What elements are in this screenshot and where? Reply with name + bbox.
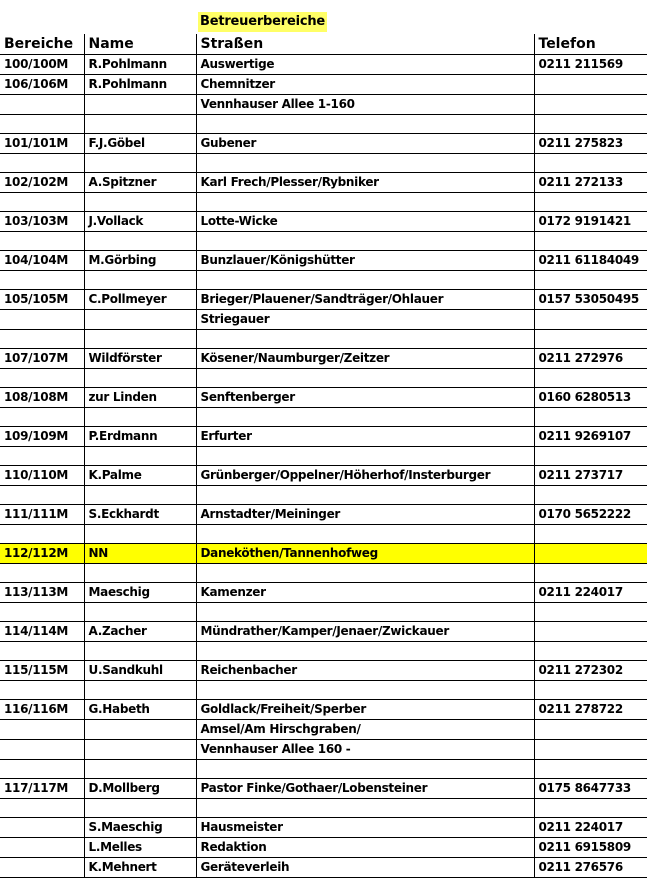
- spacer-row: [0, 369, 647, 388]
- telefon-cell: [534, 564, 647, 583]
- header-strassen: Straßen: [196, 34, 534, 55]
- spacer-row: [0, 115, 647, 134]
- telefon-cell: [534, 760, 647, 779]
- bereich-cell: 104/104M: [0, 251, 84, 271]
- strassen-cell: [196, 799, 534, 818]
- bereich-cell: 114/114M: [0, 622, 84, 642]
- name-cell: [84, 271, 196, 290]
- bereich-cell: 107/107M: [0, 349, 84, 369]
- table-row: [0, 212, 647, 232]
- strassen-cell: [196, 564, 534, 583]
- strassen-cell: Hausmeister: [196, 818, 534, 838]
- name-cell: C.Pollmeyer: [84, 290, 196, 310]
- bereich-cell: [0, 95, 84, 115]
- table-row: [0, 388, 647, 408]
- spacer-row: [0, 603, 647, 622]
- name-cell: [84, 760, 196, 779]
- spacer-row: [0, 271, 647, 290]
- bereich-cell: [0, 858, 84, 878]
- spacer-row: [0, 193, 647, 212]
- bereich-cell: [0, 603, 84, 622]
- telefon-cell: [534, 642, 647, 661]
- sheet-title: Betreuerbereiche: [198, 12, 327, 32]
- name-cell: [84, 525, 196, 544]
- telefon-cell: [534, 330, 647, 349]
- table-row: [0, 583, 647, 603]
- bereich-cell: 117/117M: [0, 779, 84, 799]
- spacer-row: [0, 447, 647, 466]
- telefon-cell: [534, 75, 647, 95]
- name-cell: S.Maeschig: [84, 818, 196, 838]
- spacer-row: [0, 760, 647, 779]
- bereich-cell: 100/100M: [0, 55, 84, 75]
- name-cell: [84, 799, 196, 818]
- table-row: [0, 310, 647, 330]
- table-row: [0, 740, 647, 760]
- bereich-cell: 109/109M: [0, 427, 84, 447]
- betreuer-table: [0, 34, 647, 878]
- strassen-cell: Lotte-Wicke: [196, 212, 534, 232]
- name-cell: [84, 642, 196, 661]
- name-cell: A.Zacher: [84, 622, 196, 642]
- name-cell: G.Habeth: [84, 700, 196, 720]
- bereich-cell: 115/115M: [0, 661, 84, 681]
- name-cell: D.Mollberg: [84, 779, 196, 799]
- name-cell: Maeschig: [84, 583, 196, 603]
- bereich-cell: [0, 154, 84, 173]
- name-cell: NN: [84, 544, 196, 564]
- name-cell: [84, 95, 196, 115]
- spacer-row: [0, 154, 647, 173]
- bereich-cell: 106/106M: [0, 75, 84, 95]
- telefon-cell: [534, 369, 647, 388]
- bereich-cell: [0, 193, 84, 212]
- strassen-cell: Striegauer: [196, 310, 534, 330]
- name-cell: P.Erdmann: [84, 427, 196, 447]
- header-name: Name: [84, 34, 196, 55]
- table-row: [0, 173, 647, 193]
- telefon-cell: 0211 272302: [534, 661, 647, 681]
- name-cell: R.Pohlmann: [84, 55, 196, 75]
- name-cell: [84, 720, 196, 740]
- telefon-cell: [534, 193, 647, 212]
- bereich-cell: [0, 838, 84, 858]
- telefon-cell: [534, 408, 647, 427]
- name-cell: S.Eckhardt: [84, 505, 196, 525]
- strassen-cell: Chemnitzer: [196, 75, 534, 95]
- strassen-cell: [196, 369, 534, 388]
- telefon-cell: 0211 9269107: [534, 427, 647, 447]
- name-cell: U.Sandkuhl: [84, 661, 196, 681]
- bereich-cell: 102/102M: [0, 173, 84, 193]
- table-row: [0, 818, 647, 838]
- telefon-cell: 0160 6280513: [534, 388, 647, 408]
- spacer-row: [0, 642, 647, 661]
- strassen-cell: Mündrather/Kamper/Jenaer/Zwickauer: [196, 622, 534, 642]
- name-cell: [84, 486, 196, 505]
- table-row: [0, 55, 647, 75]
- strassen-cell: [196, 525, 534, 544]
- telefon-cell: 0172 9191421: [534, 212, 647, 232]
- strassen-cell: [196, 154, 534, 173]
- telefon-cell: 0211 6915809: [534, 838, 647, 858]
- header-row: [0, 34, 647, 55]
- strassen-cell: Gubener: [196, 134, 534, 154]
- table-row: [0, 75, 647, 95]
- header-bereiche: Bereiche: [0, 34, 84, 55]
- telefon-cell: [534, 681, 647, 700]
- spacer-row: [0, 408, 647, 427]
- name-cell: [84, 681, 196, 700]
- telefon-cell: [534, 740, 647, 760]
- strassen-cell: Auswertige: [196, 55, 534, 75]
- spacer-row: [0, 564, 647, 583]
- table-row: [0, 544, 647, 564]
- name-cell: [84, 193, 196, 212]
- strassen-cell: [196, 271, 534, 290]
- name-cell: [84, 232, 196, 251]
- telefon-cell: 0170 5652222: [534, 505, 647, 525]
- name-cell: [84, 369, 196, 388]
- name-cell: K.Palme: [84, 466, 196, 486]
- strassen-cell: Vennhauser Allee 160 -: [196, 740, 534, 760]
- strassen-cell: [196, 486, 534, 505]
- strassen-cell: [196, 642, 534, 661]
- telefon-cell: [534, 115, 647, 134]
- bereich-cell: 113/113M: [0, 583, 84, 603]
- telefon-cell: 0157 53050495: [534, 290, 647, 310]
- strassen-cell: Daneköthen/Tannenhofweg: [196, 544, 534, 564]
- name-cell: [84, 115, 196, 134]
- name-cell: [84, 310, 196, 330]
- strassen-cell: [196, 447, 534, 466]
- telefon-cell: 0211 272133: [534, 173, 647, 193]
- table-row: [0, 466, 647, 486]
- table-row: [0, 505, 647, 525]
- telefon-cell: [534, 525, 647, 544]
- name-cell: zur Linden: [84, 388, 196, 408]
- bereich-cell: [0, 271, 84, 290]
- bereich-cell: 112/112M: [0, 544, 84, 564]
- bereich-cell: 103/103M: [0, 212, 84, 232]
- bereich-cell: [0, 760, 84, 779]
- name-cell: Wildförster: [84, 349, 196, 369]
- strassen-cell: Vennhauser Allee 1-160: [196, 95, 534, 115]
- telefon-cell: 0211 276576: [534, 858, 647, 878]
- telefon-cell: [534, 799, 647, 818]
- telefon-cell: 0211 224017: [534, 818, 647, 838]
- bereich-cell: [0, 818, 84, 838]
- telefon-cell: [534, 95, 647, 115]
- strassen-cell: Brieger/Plauener/Sandträger/Ohlauer: [196, 290, 534, 310]
- bereich-cell: [0, 310, 84, 330]
- table-row: [0, 95, 647, 115]
- strassen-cell: Arnstadter/Meininger: [196, 505, 534, 525]
- name-cell: [84, 330, 196, 349]
- bereich-cell: 101/101M: [0, 134, 84, 154]
- bereich-cell: [0, 447, 84, 466]
- telefon-cell: [534, 622, 647, 642]
- name-cell: [84, 740, 196, 760]
- name-cell: [84, 408, 196, 427]
- name-cell: M.Görbing: [84, 251, 196, 271]
- table-row: [0, 661, 647, 681]
- table-row: [0, 838, 647, 858]
- table-row: [0, 251, 647, 271]
- telefon-cell: [534, 486, 647, 505]
- telefon-cell: [534, 544, 647, 564]
- spacer-row: [0, 799, 647, 818]
- name-cell: [84, 603, 196, 622]
- bereich-cell: [0, 525, 84, 544]
- strassen-cell: Pastor Finke/Gothaer/Lobensteiner: [196, 779, 534, 799]
- bereich-cell: 105/105M: [0, 290, 84, 310]
- bereich-cell: [0, 740, 84, 760]
- bereich-cell: [0, 720, 84, 740]
- table-row: [0, 720, 647, 740]
- bereich-cell: [0, 369, 84, 388]
- name-cell: L.Melles: [84, 838, 196, 858]
- telefon-cell: 0211 278722: [534, 700, 647, 720]
- telefon-cell: [534, 271, 647, 290]
- spacer-row: [0, 232, 647, 251]
- strassen-cell: [196, 760, 534, 779]
- header-telefon: Telefon: [534, 34, 647, 55]
- telefon-cell: 0211 273717: [534, 466, 647, 486]
- strassen-cell: [196, 330, 534, 349]
- strassen-cell: Goldlack/Freiheit/Sperber: [196, 700, 534, 720]
- bereich-cell: 116/116M: [0, 700, 84, 720]
- strassen-cell: [196, 408, 534, 427]
- name-cell: J.Vollack: [84, 212, 196, 232]
- bereich-cell: [0, 642, 84, 661]
- bereich-cell: 108/108M: [0, 388, 84, 408]
- strassen-cell: [196, 115, 534, 134]
- bereich-cell: [0, 564, 84, 583]
- strassen-cell: [196, 232, 534, 251]
- telefon-cell: 0175 8647733: [534, 779, 647, 799]
- name-cell: [84, 564, 196, 583]
- strassen-cell: Reichenbacher: [196, 661, 534, 681]
- strassen-cell: [196, 681, 534, 700]
- strassen-cell: [196, 603, 534, 622]
- spacer-row: [0, 486, 647, 505]
- table-row: [0, 427, 647, 447]
- strassen-cell: Bunzlauer/Königshütter: [196, 251, 534, 271]
- strassen-cell: Senftenberger: [196, 388, 534, 408]
- telefon-cell: [534, 447, 647, 466]
- strassen-cell: Amsel/Am Hirschgraben/: [196, 720, 534, 740]
- spacer-row: [0, 681, 647, 700]
- table-row: [0, 779, 647, 799]
- bereich-cell: [0, 681, 84, 700]
- telefon-cell: [534, 720, 647, 740]
- telefon-cell: 0211 211569: [534, 55, 647, 75]
- table-row: [0, 290, 647, 310]
- name-cell: [84, 154, 196, 173]
- telefon-cell: 0211 61184049: [534, 251, 647, 271]
- bereich-cell: [0, 799, 84, 818]
- bereich-cell: [0, 330, 84, 349]
- strassen-cell: [196, 193, 534, 212]
- strassen-cell: Karl Frech/Plesser/Rybniker: [196, 173, 534, 193]
- strassen-cell: Redaktion: [196, 838, 534, 858]
- spacer-row: [0, 525, 647, 544]
- name-cell: F.J.Göbel: [84, 134, 196, 154]
- bereich-cell: [0, 115, 84, 134]
- bereich-cell: [0, 232, 84, 251]
- strassen-cell: Erfurter: [196, 427, 534, 447]
- table-row: [0, 700, 647, 720]
- telefon-cell: [534, 603, 647, 622]
- title-cell: [198, 10, 338, 30]
- name-cell: K.Mehnert: [84, 858, 196, 878]
- spacer-row: [0, 330, 647, 349]
- table-row: [0, 858, 647, 878]
- telefon-cell: [534, 154, 647, 173]
- strassen-cell: Geräteverleih: [196, 858, 534, 878]
- name-cell: A.Spitzner: [84, 173, 196, 193]
- table-row: [0, 134, 647, 154]
- bereich-cell: [0, 408, 84, 427]
- telefon-cell: 0211 224017: [534, 583, 647, 603]
- table-body: [0, 55, 647, 878]
- table-row: [0, 349, 647, 369]
- telefon-cell: 0211 272976: [534, 349, 647, 369]
- bereich-cell: [0, 486, 84, 505]
- strassen-cell: Kamenzer: [196, 583, 534, 603]
- table-row: [0, 622, 647, 642]
- strassen-cell: Grünberger/Oppelner/Höherhof/Insterburger: [196, 466, 534, 486]
- telefon-cell: 0211 275823: [534, 134, 647, 154]
- strassen-cell: Kösener/Naumburger/Zeitzer: [196, 349, 534, 369]
- name-cell: [84, 447, 196, 466]
- name-cell: R.Pohlmann: [84, 75, 196, 95]
- telefon-cell: [534, 232, 647, 251]
- bereich-cell: 111/111M: [0, 505, 84, 525]
- bereich-cell: 110/110M: [0, 466, 84, 486]
- telefon-cell: [534, 310, 647, 330]
